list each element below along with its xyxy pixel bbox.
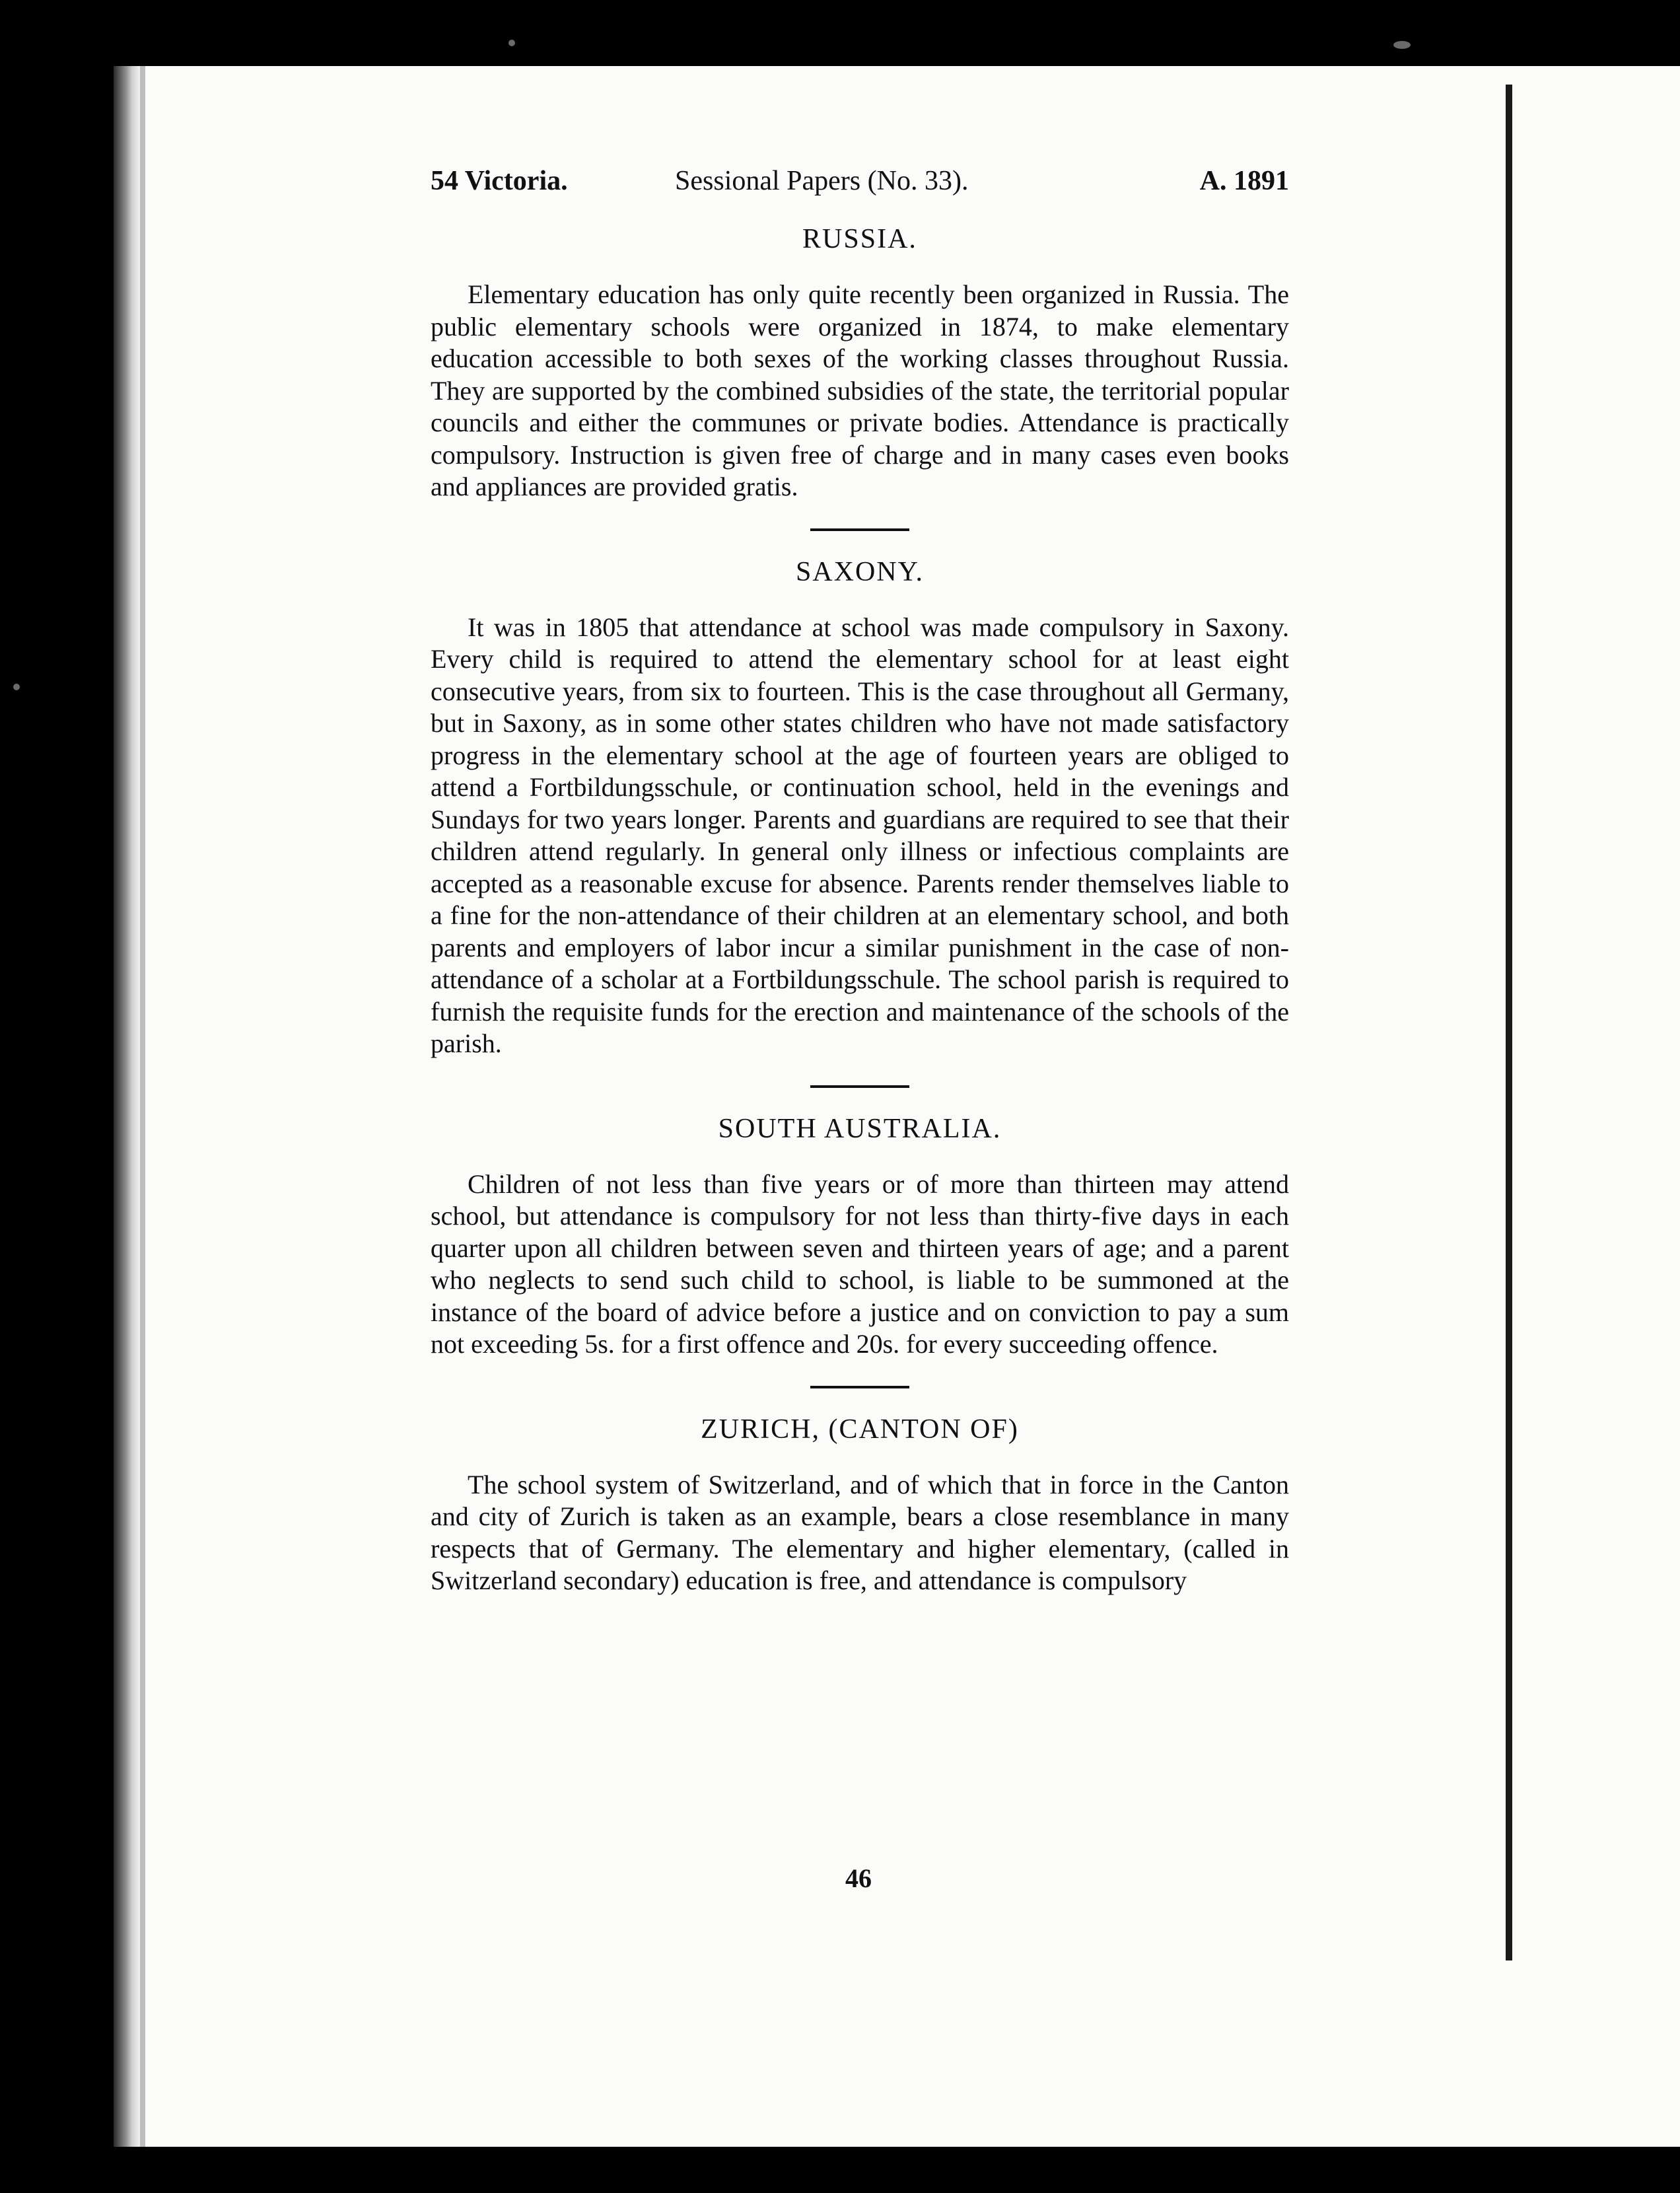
section-title: RUSSIA.	[802, 224, 917, 254]
section-title: ZURICH, (CANTON OF)	[701, 1414, 1019, 1445]
header-session: 54 Victoria.	[431, 166, 568, 196]
section-russia	[431, 223, 1289, 503]
section-title: SAXONY.	[795, 556, 925, 587]
dust-speck	[1393, 41, 1411, 49]
section-body: Children of not less than five years or of more than thirteen may attend school, but attendance is compulsory for not less than thirty-five days in each quarter upon all children between seven and thirteen years of age; and a parent who neglects to send such child to school, is liable to be summoned at the instance of the board of advice before a justice and on conviction to pay a sum not exceeding 5s. for a first offence and 20s. for every succeeding offence.	[431, 1168, 1289, 1359]
page-binding-edge	[140, 66, 145, 2147]
dust-speck	[13, 684, 20, 690]
header-year: A. 1891	[1199, 166, 1289, 196]
section-body: It was in 1805 that attendance at school was made compulsory in Saxony. Every child is required to attend the elementary school for at least eight consecutive years, from six to fourteen. This is the case throughout all Germany, but in Saxony, as in some other states children who have not made satisfactory progress in the elementary school at the age of fourteen years are obliged to attend a Fortbildungsschule, or continuation school, held in the evenings and Sundays for two years longer. Parents and guardians are required to see that their children attend regularly. In general only illness or infectious complaints are accepted as a reasonable excuse for absence. Parents render themselves liable to a fine for the non-attendance of their children at an elementary school, and both parents and employers of labor incur a similar punishment in the case of non-attendance of a scholar at a Fortbildungsschule. The school parish is required to furnish the requisite funds for the erection and maintenance of the schools of the parish.	[431, 612, 1289, 1058]
header-publication: Sessional Papers (No. 33).	[675, 166, 969, 196]
section-divider	[810, 1085, 909, 1088]
section-divider	[810, 528, 909, 531]
section-body: Elementary education has only quite recently been organized in Russia. The public elementary schools were organized in 1874, to make elementary education accessible to both sexes of the working classes throughout Russia. They are supported by the combined subsidies of the state, the territorial popular councils and either the communes or private bodies. Attendance is practically compulsory. Instruction is given free of charge and in many cases even books and appliances are provided gratis.	[431, 279, 1289, 501]
section-south-australia	[431, 1113, 1289, 1361]
section-zurich	[431, 1414, 1289, 1597]
adjacent-page-strip	[1512, 66, 1680, 2147]
section-body: The school system of Switzerland, and of which that in force in the Canton and city of Zurich is taken as an example, bears a close resemblance in many respects that of Germany. The elementary and higher elementary, (called in Switzerland secondary) education is free, and attendance is compulsory	[431, 1469, 1289, 1595]
section-saxony	[431, 556, 1289, 1060]
adjacent-page-edge	[1506, 85, 1512, 1960]
page-number: 46	[845, 1863, 872, 1893]
page-binding-shadow	[114, 66, 140, 2147]
dust-speck	[508, 40, 515, 46]
section-divider	[810, 1386, 909, 1388]
running-header	[431, 165, 1289, 205]
page-content	[431, 223, 1289, 1597]
section-title: SOUTH AUSTRALIA.	[718, 1113, 1002, 1144]
